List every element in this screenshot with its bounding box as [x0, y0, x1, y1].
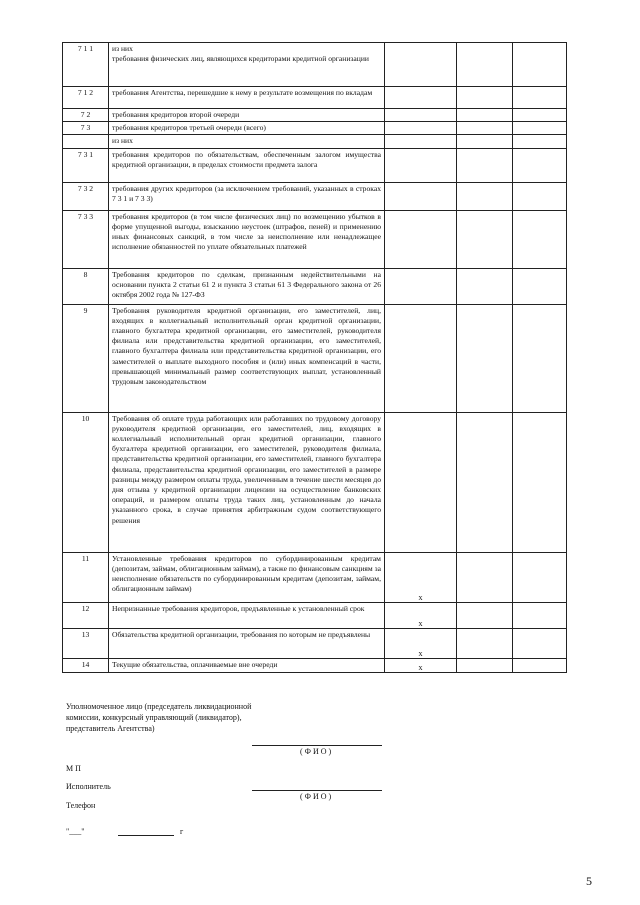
- row-description: требования кредиторов третьей очереди (всего): [109, 122, 385, 135]
- row-value-cell: x: [385, 628, 457, 658]
- row-number: 13: [63, 628, 109, 658]
- row-description: требования других кредиторов (за исключением требований, указанных в строках 7 3 1 и 7 3 3): [109, 182, 385, 210]
- row-description: Обязательства кредитной организации, требования по которым не предъявлены: [109, 628, 385, 658]
- row-number: 7 3 3: [63, 210, 109, 268]
- phone-label: Телефон: [66, 801, 96, 810]
- row-description: Непризнанные требования кредиторов, предъявленные к установленный срок: [109, 602, 385, 628]
- row-value-cell: [385, 412, 457, 552]
- row-value-cell: [457, 135, 513, 148]
- fio-caption-2: ( Ф И О ): [300, 792, 332, 801]
- date-day: "___": [66, 827, 85, 836]
- table-row: [63, 87, 567, 109]
- table-row: [63, 122, 567, 135]
- row-number: 12: [63, 602, 109, 628]
- row-value-cell: [457, 87, 513, 109]
- row-value-cell: [457, 628, 513, 658]
- row-value-cell: [457, 182, 513, 210]
- row-value-cell: [513, 109, 567, 122]
- row-number: 7 3 2: [63, 182, 109, 210]
- row-value-cell: [385, 148, 457, 182]
- row-value-cell: [457, 658, 513, 672]
- row-value-cell: [457, 602, 513, 628]
- row-description: требования кредиторов второй очереди: [109, 109, 385, 122]
- row-number: 7 3: [63, 122, 109, 135]
- row-value-cell: [385, 268, 457, 304]
- table-row: [63, 148, 567, 182]
- table-row: [63, 304, 567, 412]
- row-value-cell: [513, 552, 567, 602]
- row-value-cell: [513, 182, 567, 210]
- row-description: требования кредиторов по обязательствам, обеспеченным залогом имущества кредитной организации, в пределах стоимости предмета залога: [109, 148, 385, 182]
- row-value-cell: [513, 658, 567, 672]
- row-value-cell: [385, 109, 457, 122]
- row-value-cell: [385, 210, 457, 268]
- row-value-cell: [513, 628, 567, 658]
- table-row: [63, 628, 567, 658]
- row-value-cell: [385, 87, 457, 109]
- row-description: требования Агентства, перешедшие к нему в результате возмещения по вкладам: [109, 87, 385, 109]
- executor-label: Исполнитель: [66, 782, 111, 791]
- row-value-cell: x: [385, 658, 457, 672]
- claims-table: [62, 42, 567, 673]
- row-number: 8: [63, 268, 109, 304]
- table-row: [63, 135, 567, 148]
- row-number: 11: [63, 552, 109, 602]
- row-number: 7 1 2: [63, 87, 109, 109]
- row-value-cell: [513, 602, 567, 628]
- date-year-suffix: г: [180, 827, 184, 836]
- row-value-cell: [385, 122, 457, 135]
- row-description: из них требования физических лиц, являющихся кредиторами кредитной организации: [109, 43, 385, 87]
- row-value-cell: [513, 135, 567, 148]
- row-value-cell: [457, 268, 513, 304]
- row-value-cell: x: [385, 552, 457, 602]
- row-value-cell: [513, 87, 567, 109]
- row-value-cell: [513, 412, 567, 552]
- row-value-cell: [513, 210, 567, 268]
- table-row: [63, 43, 567, 87]
- row-value-cell: [457, 122, 513, 135]
- table-row: [63, 268, 567, 304]
- row-value-cell: [513, 122, 567, 135]
- row-number: 9: [63, 304, 109, 412]
- table-row: [63, 412, 567, 552]
- row-value-cell: [457, 412, 513, 552]
- page-number: 5: [586, 874, 592, 888]
- row-value-cell: [385, 182, 457, 210]
- row-value-cell: [513, 148, 567, 182]
- table-row: [63, 602, 567, 628]
- row-value-cell: [457, 148, 513, 182]
- row-value-cell: [385, 43, 457, 87]
- authorized-person-label: Уполномоченное лицо (председатель ликвидационной комиссии, конкурсный управляющий (ликвидатор), представитель Агентства): [66, 702, 252, 733]
- table-row: [63, 109, 567, 122]
- row-number: 7 1 1: [63, 43, 109, 87]
- date-month-line: [118, 835, 174, 836]
- row-value-cell: [385, 135, 457, 148]
- row-description: Требования руководителя кредитной организации, его заместителей, лиц, входящих в коллегиальный исполнительный орган кредитной организации, главного бухгалтера кредитной организации, его заместителей, руководителя филиала или представительства кредитной организации, его заместителей, главного бухгалтера филиала или представительства кредитной организации, его заместителей о выплате выходного пособия и (или) иных компенсаций в части, превышающей минимальный размер соответствующих выплат, установленный трудовым законодательством: [109, 304, 385, 412]
- row-description: Требования об оплате труда работающих или работавших по трудовому договору руководителя кредитной организации, его заместителей, лиц, входящих в коллегиальный исполнительный орган кредитной организации, главного бухгалтера кредитной организации, его заместителей, руководителя филиала, представительства кредитной организации, его заместителей, главного бухгалтера филиала, представительства кредитной организации, его заместителей в размере разницы между размером оплаты труда, увеличенным в течение шести месяцев до дня отзыва у кредитной организации лицензии на осуществление банковских операций, и размером оплаты труда таких лиц, установленным до начала указанного срока, в случае принятия арбитражным судом соответствующего решения: [109, 412, 385, 552]
- row-value-cell: [457, 304, 513, 412]
- row-number: 10: [63, 412, 109, 552]
- row-description: Установленные требования кредиторов по субординированным кредитам (депозитам, займам, облигационным займам), а также по финансовым санкциям за неисполнение обязательств по субординированным кредитам (депозитам, займам, облигационным займам): [109, 552, 385, 602]
- row-value-cell: [457, 109, 513, 122]
- row-value-cell: x: [385, 602, 457, 628]
- row-number: 7 2: [63, 109, 109, 122]
- row-number: 7 3 1: [63, 148, 109, 182]
- row-value-cell: [385, 304, 457, 412]
- row-number: 14: [63, 658, 109, 672]
- row-value-cell: [513, 304, 567, 412]
- row-description: из них: [109, 135, 385, 148]
- row-value-cell: [457, 43, 513, 87]
- row-description: Текущие обязательства, оплачиваемые вне очереди: [109, 658, 385, 672]
- row-value-cell: [513, 43, 567, 87]
- mp-label: М П: [66, 764, 81, 773]
- table-row: [63, 210, 567, 268]
- row-value-cell: [457, 552, 513, 602]
- table-row: [63, 658, 567, 672]
- row-value-cell: [457, 210, 513, 268]
- row-description: Требования кредиторов по сделкам, признанным недействительными на основании пункта 2 статьи 61 2 и пункта 3 статьи 61 3 Федерального закона от 26 октября 2002 года № 127-ФЗ: [109, 268, 385, 304]
- table-row: [63, 182, 567, 210]
- row-description: требования кредиторов (в том числе физических лиц) по возмещению убытков в форме упущенной выгоды, взысканию неустоек (штрафов, пеней) и применению иных финансовых санкций, в том числе за неисполнение или ненадлежащее исполнение обязанностей по уплате обязательных платежей: [109, 210, 385, 268]
- fio-caption-1: ( Ф И О ): [300, 747, 332, 756]
- table-row: [63, 552, 567, 602]
- row-value-cell: [513, 268, 567, 304]
- row-number: [63, 135, 109, 148]
